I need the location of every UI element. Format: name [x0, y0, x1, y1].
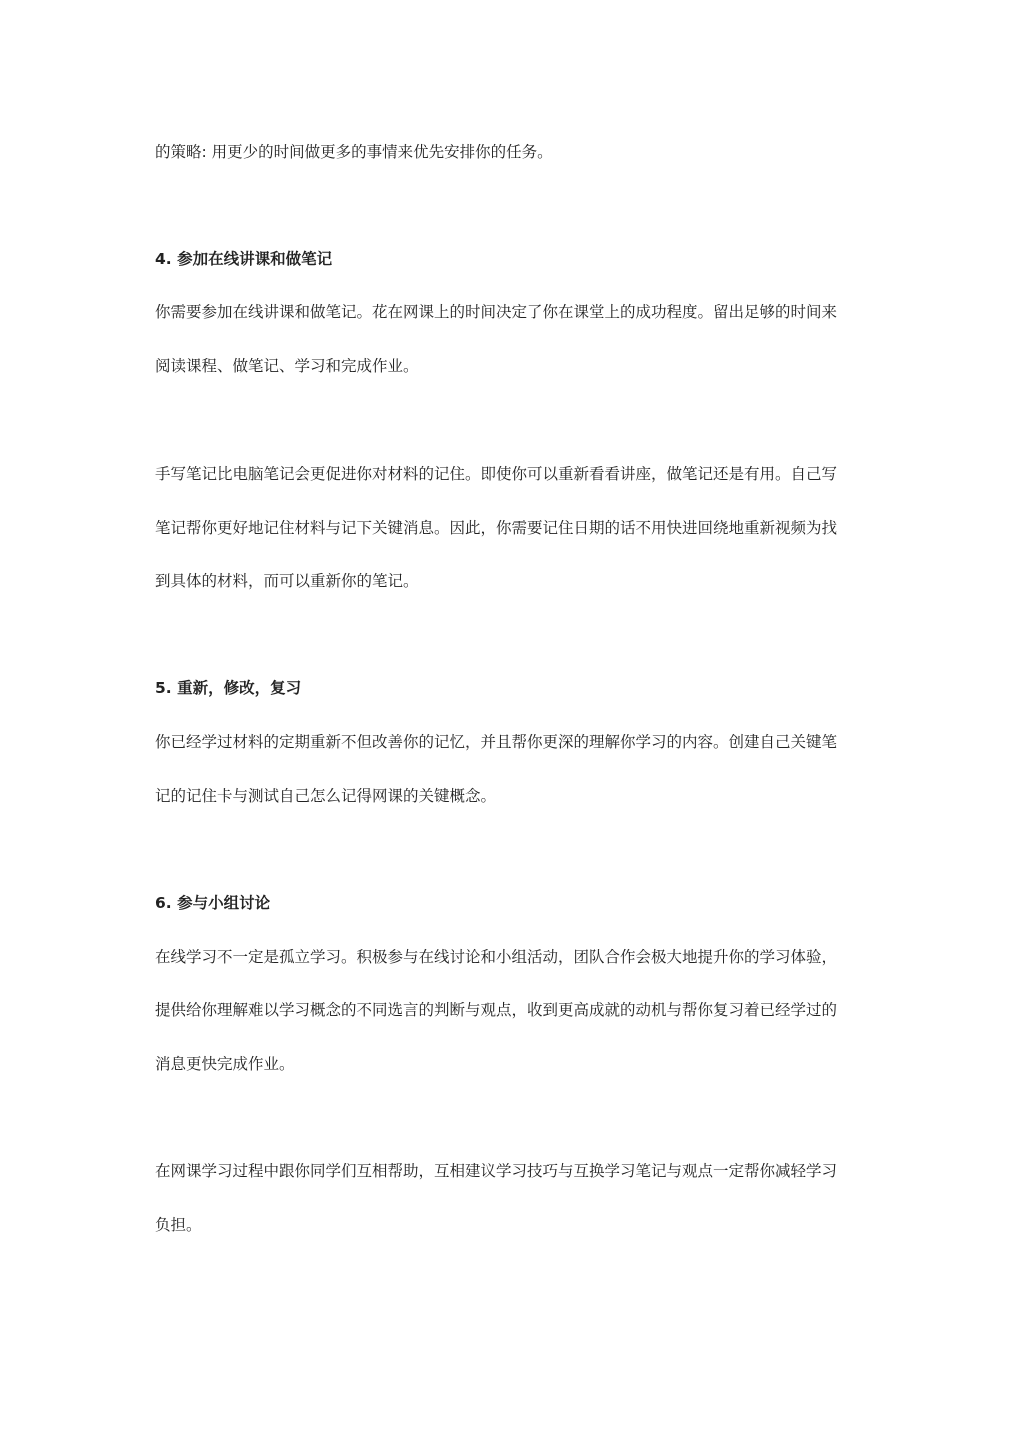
section-heading-5: 5. 重新，修改，复习	[155, 679, 302, 697]
section-heading-4: 4. 参加在线讲课和做笔记	[155, 250, 333, 268]
paragraph-line: 提供给你理解难以学习概念的不同选言的判断与观点，收到更高成就的动机与帮你复习着已经学过的	[155, 1001, 838, 1019]
paragraph-line: 负担。	[155, 1216, 202, 1234]
paragraph-line: 你需要参加在线讲课和做笔记。花在网课上的时间决定了你在课堂上的成功程度。留出足够的时间来	[155, 303, 838, 321]
paragraph-line: 记的记住卡与测试自己怎么记得网课的关键概念。	[155, 787, 497, 805]
section-heading-6: 6. 参与小组讨论	[155, 894, 271, 912]
paragraph-line: 阅读课程、做笔记、学习和完成作业。	[155, 357, 419, 375]
paragraph-line: 在网课学习过程中跟你同学们互相帮助，互相建议学习技巧与互换学习笔记与观点一定帮你减轻学习	[155, 1162, 838, 1180]
paragraph-line: 你已经学过材料的定期重新不但改善你的记忆，并且帮你更深的理解你学习的内容。创建自己关键笔	[155, 733, 838, 751]
intro-tail-line: 的策略: 用更少的时间做更多的事情来优先安排你的任务。	[155, 143, 553, 161]
paragraph-line: 在线学习不一定是孤立学习。积极参与在线讨论和小组活动，团队合作会极大地提升你的学习体验，	[155, 948, 838, 966]
paragraph-line: 消息更快完成作业。	[155, 1055, 295, 1073]
paragraph-line: 到具体的材料，而可以重新你的笔记。	[155, 572, 419, 590]
paragraph-line: 手写笔记比电脑笔记会更促进你对材料的记住。即使你可以重新看看讲座，做笔记还是有用。自己写	[155, 465, 838, 483]
paragraph-line: 笔记帮你更好地记住材料与记下关键消息。因此，你需要记住日期的话不用快进回绕地重新视频为找	[155, 519, 838, 537]
